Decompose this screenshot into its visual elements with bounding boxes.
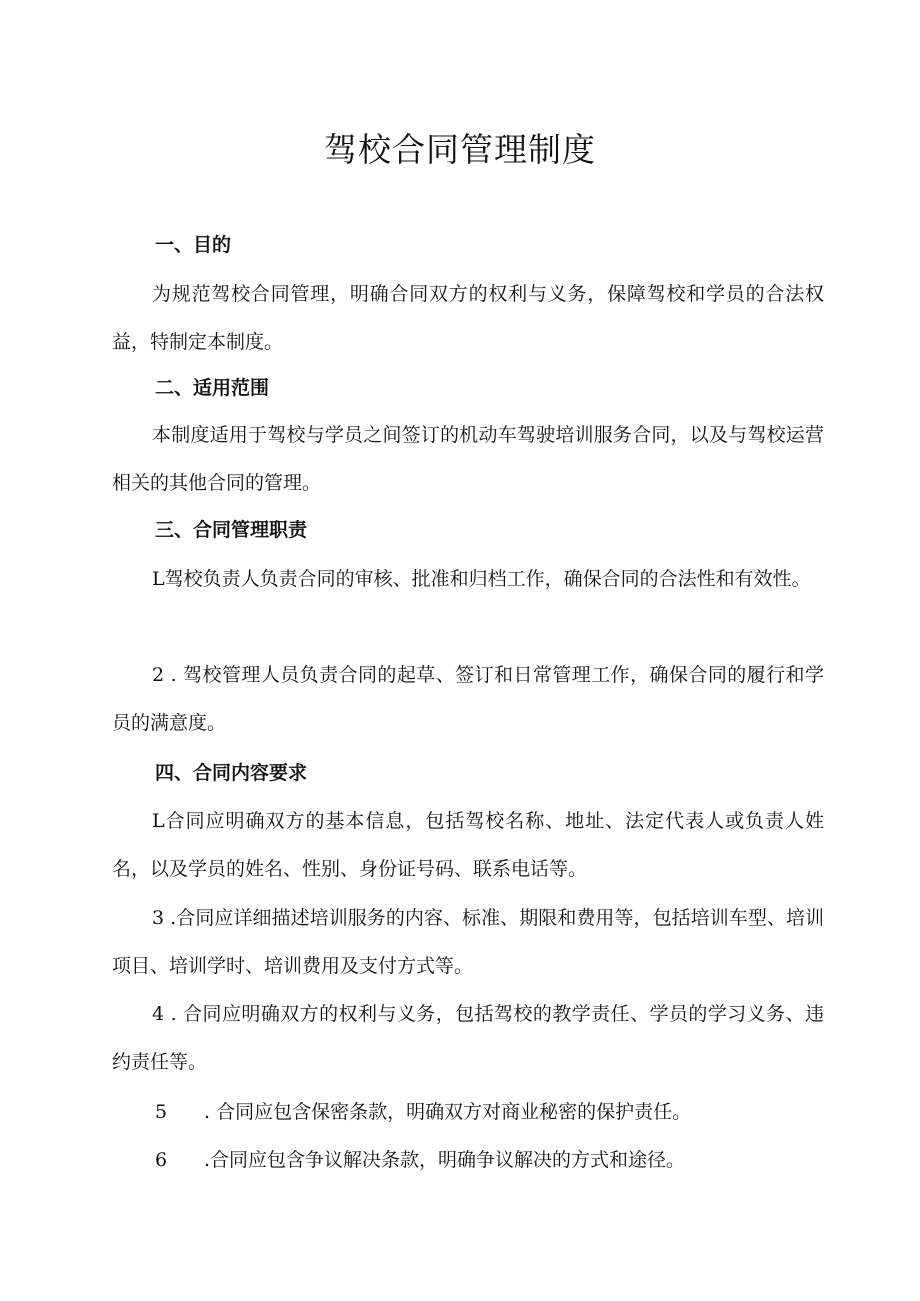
content-item-5-number: 5 bbox=[155, 1101, 168, 1123]
section-heading-content: 四、合同内容要求 bbox=[155, 762, 308, 784]
content-item-5-text: . 合同应包含保密条款，明确双方对商业秘密的保护责任。 bbox=[204, 1101, 692, 1123]
section-text-scope: 本制度适用于驾校与学员之间签订的机动车驾驶培训服务合同，以及与驾校运营相关的其他合同的管理。 bbox=[112, 424, 824, 494]
section-heading-scope: 二、适用范围 bbox=[155, 377, 270, 399]
section-heading-purpose: 一、目的 bbox=[155, 234, 232, 256]
content-item-1: L合同应明确双方的基本信息，包括驾校名称、地址、法定代表人或负责人姓名，以及学员的姓名、性别、身份证号码、联系电话等。 bbox=[112, 810, 824, 880]
duty-item-1: L驾校负责人负责合同的审核、批准和归档工作，确保合同的合法性和有效性。 bbox=[152, 568, 811, 590]
section-text-purpose: 为规范驾校合同管理，明确合同双方的权利与义务，保障驾校和学员的合法权益，特制定本制度。 bbox=[112, 283, 824, 353]
content-item-6-number: 6 bbox=[155, 1149, 168, 1171]
document-title: 驾校合同管理制度 bbox=[324, 130, 596, 169]
content-item-3: 3 .合同应详细描述培训服务的内容、标准、期限和费用等，包括培训车型、培训项目、培训学时、培训费用及支付方式等。 bbox=[112, 907, 824, 977]
content-item-6-text: .合同应包含争议解决条款，明确争议解决的方式和途径。 bbox=[204, 1149, 686, 1171]
section-heading-duties: 三、合同管理职责 bbox=[155, 519, 308, 541]
content-item-4: 4 . 合同应明确双方的权利与义务，包括驾校的教学责任、学员的学习义务、违约责任等。 bbox=[112, 1003, 824, 1073]
duty-item-2: 2 . 驾校管理人员负责合同的起草、签订和日常管理工作，确保合同的履行和学员的满意度。 bbox=[112, 664, 824, 734]
